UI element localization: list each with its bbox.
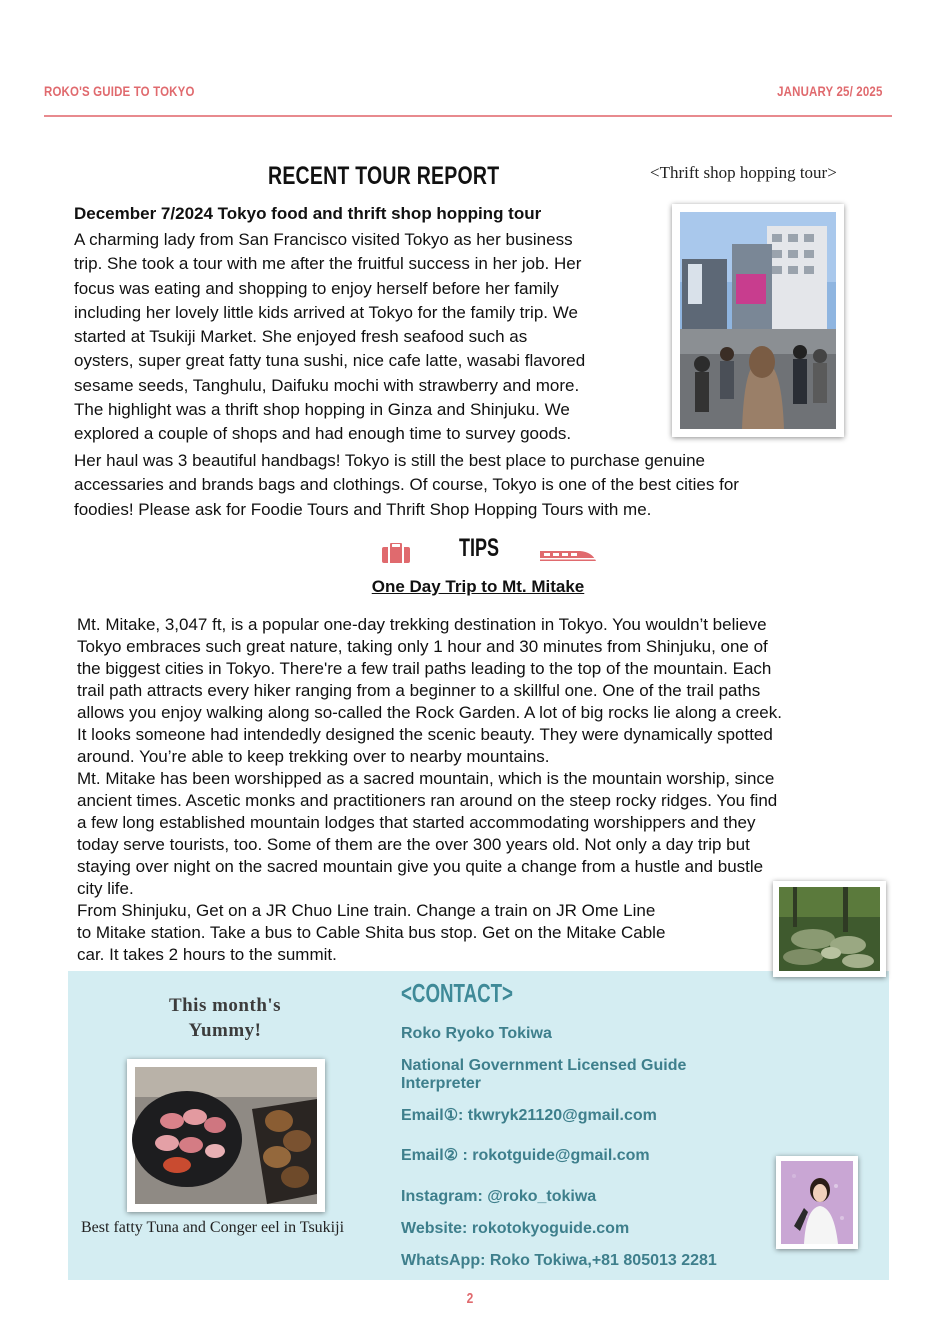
text-line: around. You’re able to keep trekking over to nearby mountains. — [77, 747, 550, 766]
text-line: started at Tsukiji Market. She enjoyed fresh seafood such as — [74, 327, 528, 347]
text-line: allows you enjoy walking along so-called the Rock Garden. A lot of big rocks lie along a creek. — [77, 703, 782, 722]
text-line: A charming lady from San Francisco visited Tokyo as her business — [74, 230, 573, 249]
contact-email-1[interactable]: Email①: tkwryk21120@gmail.com — [401, 1107, 657, 1124]
contact-name: Roko Ryoko Tokiwa — [401, 1025, 552, 1042]
suitcase-icon — [382, 543, 410, 568]
yummy-title-line: Yummy! — [188, 1020, 262, 1041]
tips-title: TIPS — [459, 534, 500, 562]
text-line: a few long established mountain lodges that started accommodating worshippers and they — [77, 813, 756, 832]
text-line: the biggest cities in Tokyo. There're a few trail paths leading to the top of the mountain. Each — [77, 659, 772, 678]
header-date: JANUARY 25/ 2025 — [776, 83, 882, 99]
guide-portrait — [776, 1156, 858, 1249]
yummy-title-line: This month's — [168, 995, 282, 1016]
text-line: Tokyo embraces such great nature, taking only 1 hour and 30 minutes from Shinjuku, one of — [77, 637, 768, 656]
text-line: car. It takes 2 hours to the summit. — [77, 945, 337, 964]
contact-email-2[interactable]: Email② : rokotguide@gmail.com — [401, 1147, 650, 1164]
contact-role: National Government Licensed Guide Interpreter — [401, 1057, 687, 1092]
text-line: Mt. Mitake has been worshipped as a sacred mountain, which is the mountain worship, since — [77, 769, 775, 788]
text-line: explored a couple of shops and had enough time to survey goods. — [74, 424, 572, 444]
text-line: trail path attracts every hiker ranging from a beginner to a skillful one. One of the trail paths — [77, 681, 761, 700]
header-divider — [44, 115, 892, 117]
report-lead: December 7/2024 Tokyo food and thrift shop hopping tour — [74, 204, 542, 223]
text-line: city life. — [77, 879, 134, 898]
report-paragraph — [74, 228, 654, 447]
contact-title: <CONTACT> — [401, 978, 513, 1008]
sushi-photo — [127, 1059, 325, 1212]
street-scene-image — [672, 204, 844, 437]
text-line: sesame seeds, Tanghulu, Daifuku mochi with strawberry and more. — [74, 375, 580, 395]
report-paragraph-continued — [74, 449, 854, 522]
text-line: accessaries and brands bags and clothings. Of course, Tokyo is one of the best cities for — [74, 475, 739, 495]
text-line: ancient times. Ascetic monks and practitioners ran around on the steep rocky ridges. You find — [77, 791, 778, 810]
rock-garden-image — [773, 881, 886, 977]
contact-instagram[interactable]: Instagram: @roko_tokiwa — [401, 1188, 597, 1205]
text-line: foodies! Please ask for Foodie Tours and Thrift Shop Hopping Tours with me. — [74, 499, 652, 519]
text-line: today serve tourists, too. Some of them are the over 300 years old. Not only a day trip but — [77, 835, 750, 854]
tour-photo-caption: <Thrift shop hopping tour> — [650, 163, 837, 182]
sushi-image — [127, 1059, 325, 1212]
tips-subtitle: One Day Trip to Mt. Mitake — [371, 577, 585, 596]
text-line: Her haul was 3 beautiful handbags! Tokyo is still the best place to purchase genuine — [74, 451, 705, 470]
text-line: The highlight was a thrift shop hopping in Ginza and Shinjuku. We — [74, 400, 570, 420]
text-line: staying over night on the sacred mountain give you quite a change from a hustle and bustle — [77, 857, 764, 876]
contact-website[interactable]: Website: rokotokyoguide.com — [401, 1220, 630, 1237]
text-line: including her lovely little kids arrived at Tokyo for the family trip. We — [74, 302, 578, 322]
text-line: From Shinjuku, Get on a JR Chuo Line train. Change a train on JR Ome Line — [77, 901, 656, 920]
text-line: oysters, super great fatty tuna sushi, nice cafe latte, wasabi flavored — [74, 351, 586, 371]
bullet-train-icon — [540, 549, 596, 568]
sushi-caption: Best fatty Tuna and Conger eel in Tsukiji — [81, 1219, 345, 1236]
contact-whatsapp[interactable]: WhatsApp: Roko Tokiwa,+81 805013 2281 — [401, 1252, 717, 1269]
text-line: focus was eating and shopping to enjoy herself before her family — [74, 278, 559, 298]
guide-portrait-image — [776, 1156, 858, 1249]
page-number: 2 — [466, 1290, 474, 1307]
report-title: RECENT TOUR REPORT — [268, 162, 500, 190]
tips-paragraph — [77, 614, 887, 966]
rock-garden-photo — [773, 881, 886, 977]
header-left-title: ROKO'S GUIDE TO TOKYO — [44, 83, 195, 99]
text-line: It looks someone had intendedly designed the scenic beauty. They were dynamically spotted — [77, 725, 773, 744]
text-line: trip. She took a tour with me after the fruitful success in her job. Her — [74, 254, 582, 274]
text-line: Mt. Mitake, 3,047 ft, is a popular one-day trekking destination in Tokyo. You wouldn’t believe — [77, 615, 767, 634]
text-line: to Mitake station. Take a bus to Cable Shita bus stop. Get on the Mitake Cable — [77, 923, 666, 942]
yummy-title — [130, 993, 320, 1043]
tour-photo — [672, 204, 844, 437]
